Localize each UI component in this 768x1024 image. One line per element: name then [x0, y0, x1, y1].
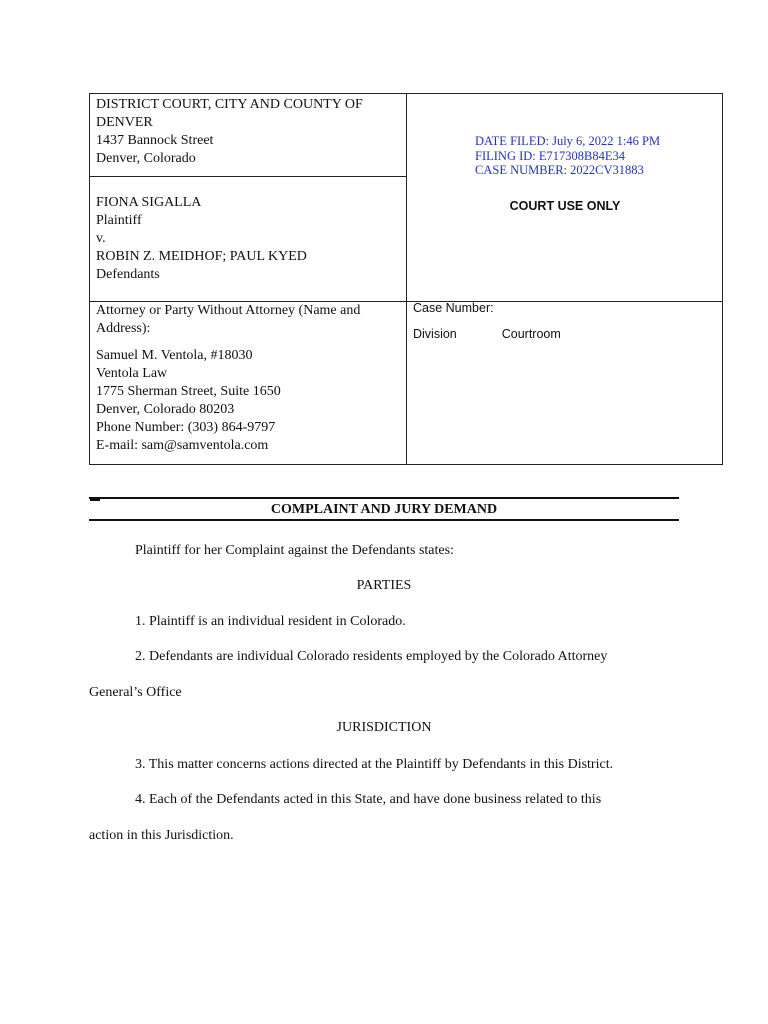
attorney-email: E-mail: sam@samventola.com [96, 438, 269, 453]
attorney-street: 1775 Sherman Street, Suite 1650 [96, 384, 281, 399]
versus-label: v. [96, 231, 106, 246]
court-info [96, 96, 401, 168]
paragraph-2-line-1: 2. Defendants are individual Colorado residents employed by the Colorado Attorney [135, 649, 608, 664]
attorney-firm: Ventola Law [96, 366, 168, 381]
section-heading-jurisdiction: JURISDICTION [336, 720, 432, 735]
plaintiff-label: Plaintiff [96, 213, 142, 228]
attorney-heading-line-1: Attorney or Party Without Attorney (Name and [96, 303, 361, 318]
document-title: COMPLAINT AND JURY DEMAND [270, 502, 498, 517]
case-details [413, 301, 718, 341]
filing-id: FILING ID: E717308B84E34 [475, 148, 625, 163]
court-street: 1437 Bannock Street [96, 133, 214, 148]
stamp-case-number: CASE NUMBER: 2022CV31883 [475, 163, 644, 177]
court-city: Denver, Colorado [96, 151, 196, 166]
paragraph-1: 1. Plaintiff is an individual resident in Colorado. [135, 614, 406, 629]
title-rule-mark [90, 498, 100, 501]
defendants-label: Defendants [96, 267, 160, 282]
courtroom-label: Courtroom [501, 327, 561, 341]
caption-table [89, 93, 723, 465]
section-heading-parties: PARTIES [356, 578, 412, 593]
attorney-info [96, 302, 401, 455]
paragraph-2-line-2: General’s Office [89, 685, 182, 700]
plaintiff-name: FIONA SIGALLA [96, 195, 202, 210]
attorney-phone: Phone Number: (303) 864-9797 [96, 420, 276, 435]
attorney-name: Samuel M. Ventola, #18030 [96, 348, 253, 363]
caption-divider-vertical [406, 94, 407, 464]
party-info [96, 194, 401, 284]
case-number-label: Case Number: [413, 301, 494, 315]
court-name-line-1: DISTRICT COURT, CITY AND COUNTY OF [96, 97, 363, 112]
caption-divider-left [90, 176, 406, 177]
title-rule-bottom [89, 519, 679, 521]
title-rule-top [89, 497, 679, 499]
attorney-city: Denver, Colorado 80203 [96, 402, 235, 417]
filing-stamp [475, 134, 715, 178]
court-use-only-label: COURT USE ONLY [509, 199, 621, 213]
paragraph-4-line-2: action in this Jurisdiction. [89, 828, 234, 843]
date-filed: DATE FILED: July 6, 2022 1:46 PM [475, 134, 661, 148]
court-name-line-2: DENVER [96, 115, 153, 130]
defendant-names: ROBIN Z. MEIDHOF; PAUL KYED [96, 249, 307, 264]
division-label: Division [413, 327, 457, 341]
attorney-heading-line-2: Address): [96, 321, 151, 336]
paragraph-4-line-1: 4. Each of the Defendants acted in this State, and have done business related to this [135, 792, 602, 807]
paragraph-3: 3. This matter concerns actions directed at the Plaintiff by Defendants in this District. [135, 757, 614, 772]
intro-paragraph: Plaintiff for her Complaint against the Defendants states: [135, 543, 454, 558]
